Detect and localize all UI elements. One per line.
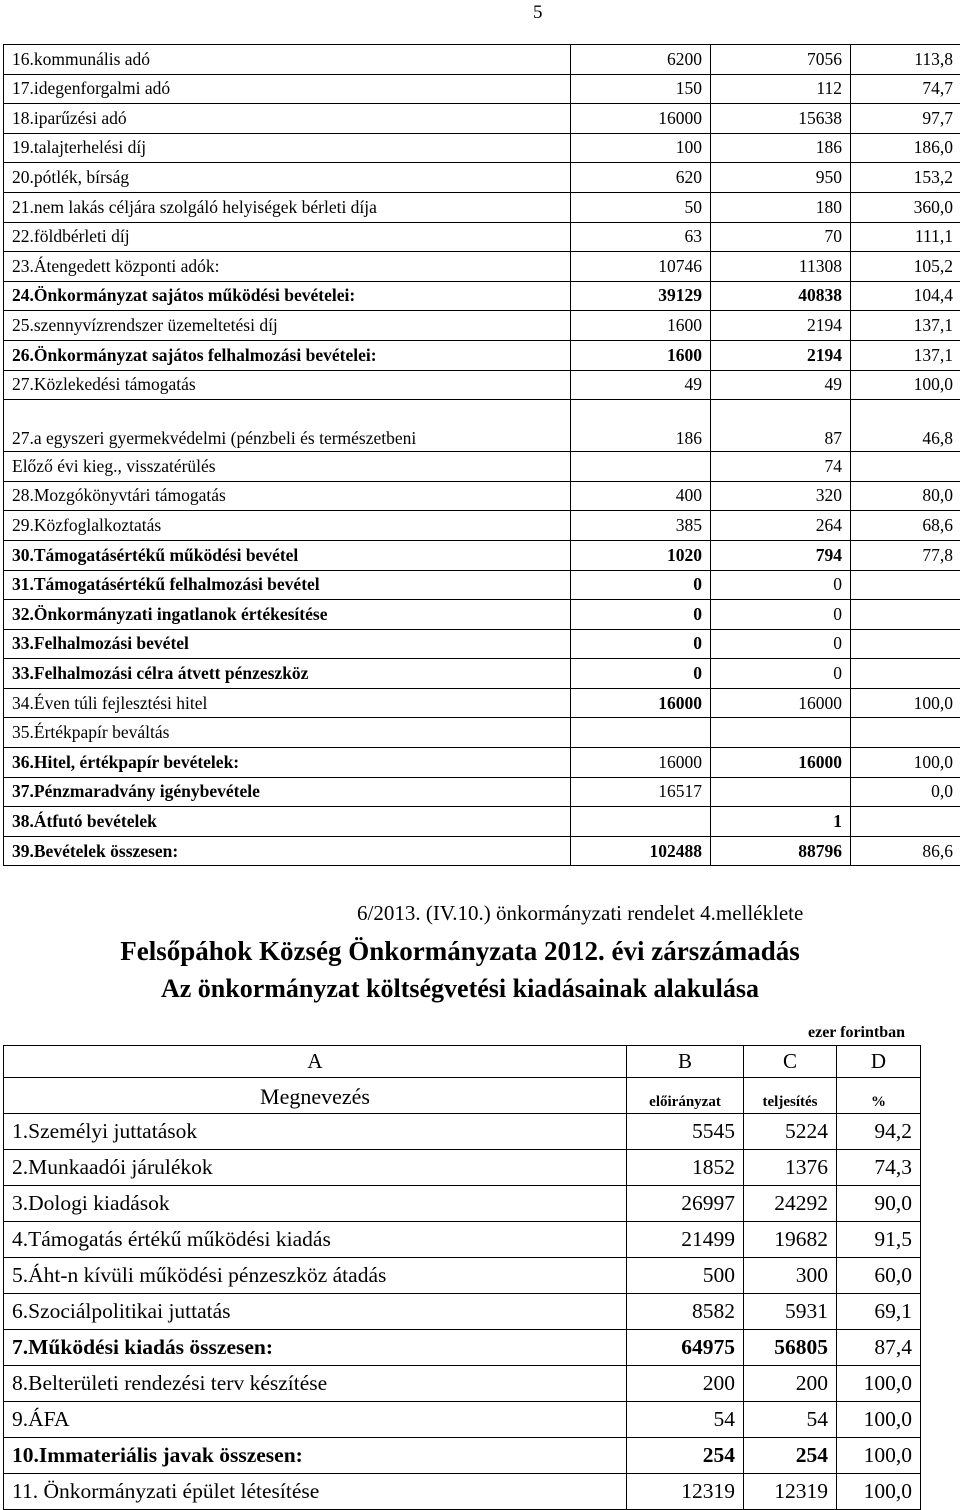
row-label: 36.Hitel, értékpapír bevételek: [4, 748, 571, 778]
table-row [4, 163, 960, 193]
planned-value: 100 [571, 133, 711, 163]
actual-value: 5931 [744, 1294, 837, 1330]
row-label: 31.Támogatásértékű felhalmozási bevétel [4, 570, 571, 600]
percent-value: 153,2 [851, 163, 960, 193]
table-row [4, 45, 960, 75]
planned-value: 0 [571, 659, 711, 689]
planned-value: 16000 [571, 748, 711, 778]
actual-value: 87 [711, 400, 851, 452]
expenditure-table [3, 1045, 921, 1510]
table-row [4, 104, 960, 134]
row-label: 3.Dologi kiadások [4, 1186, 627, 1222]
table-row [4, 222, 960, 252]
actual-value: 5224 [744, 1114, 837, 1150]
actual-value: 7056 [711, 45, 851, 75]
percent-value [851, 570, 960, 600]
row-label: 19.talajterhelési díj [4, 133, 571, 163]
row-label: 32.Önkormányzati ingatlanok értékesítése [4, 600, 571, 630]
percent-value: 186,0 [851, 133, 960, 163]
table-row [4, 192, 960, 222]
actual-value: 112 [711, 74, 851, 104]
table-row [4, 718, 960, 748]
planned-value: 50 [571, 192, 711, 222]
actual-value: 264 [711, 511, 851, 541]
table-row [4, 600, 960, 630]
table-row [4, 1186, 921, 1222]
page-title: Felsőpáhok Község Önkormányzata 2012. évi zárszámadás [0, 936, 940, 967]
planned-value: 102488 [571, 836, 711, 866]
planned-column-header: előirányzat [627, 1078, 744, 1114]
actual-value: 1 [711, 807, 851, 837]
planned-value: 400 [571, 481, 711, 511]
row-label: 38.Átfutó bevételek [4, 807, 571, 837]
percent-value: 60,0 [837, 1258, 921, 1294]
actual-value: 2194 [711, 311, 851, 341]
row-label: 22.földbérleti díj [4, 222, 571, 252]
actual-value: 0 [711, 570, 851, 600]
table-row [4, 1150, 921, 1186]
planned-value: 0 [571, 570, 711, 600]
table-row [4, 1366, 921, 1402]
percent-value: 105,2 [851, 252, 960, 282]
table-row [4, 540, 960, 570]
row-label: 4.Támogatás értékű működési kiadás [4, 1222, 627, 1258]
planned-value: 186 [571, 400, 711, 452]
table-row [4, 1258, 921, 1294]
planned-value: 39129 [571, 281, 711, 311]
row-label: 30.Támogatásértékű működési bevétel [4, 540, 571, 570]
actual-value: 16000 [711, 748, 851, 778]
percent-value: 137,1 [851, 311, 960, 341]
decree-reference: 6/2013. (IV.10.) önkormányzati rendelet 4.melléklete [357, 901, 803, 926]
percent-value [851, 629, 960, 659]
percent-value: 111,1 [851, 222, 960, 252]
row-label: 27.a egyszeri gyermekvédelmi (pénzbeli és természetbeni [4, 400, 571, 452]
planned-value: 21499 [627, 1222, 744, 1258]
row-label: 7.Működési kiadás összesen: [4, 1330, 627, 1366]
table-row [4, 481, 960, 511]
row-label: 11. Önkormányzati épület létesítése [4, 1474, 627, 1510]
actual-value: 16000 [711, 688, 851, 718]
percent-value: 68,6 [851, 511, 960, 541]
row-label: 16.kommunális adó [4, 45, 571, 75]
table-row [4, 370, 960, 400]
row-label: 25.szennyvízrendszer üzemeltetési díj [4, 311, 571, 341]
page-subtitle: Az önkormányzat költségvetési kiadásainak alakulása [0, 974, 940, 1004]
row-label: 33.Felhalmozási bevétel [4, 629, 571, 659]
percent-value: 360,0 [851, 192, 960, 222]
actual-value: 56805 [744, 1330, 837, 1366]
percent-value: 87,4 [837, 1330, 921, 1366]
table-row [4, 629, 960, 659]
actual-value: 254 [744, 1438, 837, 1474]
row-label: 34.Éven túli fejlesztési hitel [4, 688, 571, 718]
percent-value: 69,1 [837, 1294, 921, 1330]
table-row [4, 252, 960, 282]
table-row [4, 1114, 921, 1150]
actual-value: 74 [711, 452, 851, 482]
actual-value: 70 [711, 222, 851, 252]
percent-value: 137,1 [851, 340, 960, 370]
table-row [4, 807, 960, 837]
planned-value: 385 [571, 511, 711, 541]
row-label: 9.ÁFA [4, 1402, 627, 1438]
planned-value [571, 807, 711, 837]
actual-value: 12319 [744, 1474, 837, 1510]
column-b-header: B [627, 1046, 744, 1078]
actual-value: 200 [744, 1366, 837, 1402]
percent-value: 86,6 [851, 836, 960, 866]
planned-value: 500 [627, 1258, 744, 1294]
column-letter-row [4, 1046, 921, 1078]
table-row [4, 1330, 921, 1366]
row-label: 39.Bevételek összesen: [4, 836, 571, 866]
planned-value: 0 [571, 629, 711, 659]
percent-value: 100,0 [837, 1438, 921, 1474]
planned-value: 54 [627, 1402, 744, 1438]
row-label: 33.Felhalmozási célra átvett pénzeszköz [4, 659, 571, 689]
actual-value: 320 [711, 481, 851, 511]
planned-value: 16517 [571, 777, 711, 807]
column-a-header: A [4, 1046, 627, 1078]
percent-column-header: % [837, 1078, 921, 1114]
actual-value: 15638 [711, 104, 851, 134]
planned-value: 254 [627, 1438, 744, 1474]
percent-value [851, 659, 960, 689]
percent-value: 90,0 [837, 1186, 921, 1222]
planned-value: 8582 [627, 1294, 744, 1330]
table-row [4, 340, 960, 370]
percent-value: 100,0 [837, 1474, 921, 1510]
planned-value: 26997 [627, 1186, 744, 1222]
percent-value: 100,0 [837, 1402, 921, 1438]
planned-value: 1600 [571, 311, 711, 341]
table-row [4, 688, 960, 718]
table-row [4, 511, 960, 541]
actual-value: 0 [711, 629, 851, 659]
table-row [4, 1474, 921, 1510]
percent-value: 94,2 [837, 1114, 921, 1150]
column-c-header: C [744, 1046, 837, 1078]
planned-value: 150 [571, 74, 711, 104]
name-column-header: Megnevezés [4, 1078, 627, 1114]
percent-value: 104,4 [851, 281, 960, 311]
table-row [4, 281, 960, 311]
percent-value: 74,3 [837, 1150, 921, 1186]
actual-column-header: teljesítés [744, 1078, 837, 1114]
table-row [4, 400, 960, 452]
table-row [4, 452, 960, 482]
table-row [4, 748, 960, 778]
actual-value: 2194 [711, 340, 851, 370]
actual-value: 0 [711, 659, 851, 689]
actual-value: 88796 [711, 836, 851, 866]
planned-value: 64975 [627, 1330, 744, 1366]
row-label: 21.nem lakás céljára szolgáló helyiségek bérleti díja [4, 192, 571, 222]
planned-value: 1020 [571, 540, 711, 570]
percent-value: 80,0 [851, 481, 960, 511]
table-row [4, 133, 960, 163]
planned-value: 12319 [627, 1474, 744, 1510]
table-row [4, 311, 960, 341]
actual-value: 300 [744, 1258, 837, 1294]
row-label: 6.Szociálpolitikai juttatás [4, 1294, 627, 1330]
row-label: 1.Személyi juttatások [4, 1114, 627, 1150]
percent-value [851, 807, 960, 837]
planned-value: 1600 [571, 340, 711, 370]
actual-value: 40838 [711, 281, 851, 311]
percent-value [851, 452, 960, 482]
actual-value: 0 [711, 600, 851, 630]
table-row [4, 1438, 921, 1474]
row-label: 26.Önkormányzat sajátos felhalmozási bevételei: [4, 340, 571, 370]
unit-label: ezer forintban [808, 1024, 905, 1042]
row-label: 17.idegenforgalmi adó [4, 74, 571, 104]
percent-value: 113,8 [851, 45, 960, 75]
revenue-table [3, 44, 960, 866]
column-name-row [4, 1078, 921, 1114]
actual-value: 950 [711, 163, 851, 193]
percent-value: 77,8 [851, 540, 960, 570]
planned-value: 1852 [627, 1150, 744, 1186]
row-label: 28.Mozgókönyvtári támogatás [4, 481, 571, 511]
percent-value [851, 718, 960, 748]
planned-value: 10746 [571, 252, 711, 282]
table-row [4, 1402, 921, 1438]
table-row [4, 570, 960, 600]
table-row [4, 1222, 921, 1258]
actual-value: 19682 [744, 1222, 837, 1258]
table-row [4, 659, 960, 689]
planned-value [571, 452, 711, 482]
planned-value [571, 718, 711, 748]
percent-value: 97,7 [851, 104, 960, 134]
percent-value: 0,0 [851, 777, 960, 807]
row-label: 27.Közlekedési támogatás [4, 370, 571, 400]
row-label: 8.Belterületi rendezési terv készítése [4, 1366, 627, 1402]
column-d-header: D [837, 1046, 921, 1078]
row-label: 35.Értékpapír beváltás [4, 718, 571, 748]
row-label: 23.Átengedett központi adók: [4, 252, 571, 282]
percent-value: 100,0 [837, 1366, 921, 1402]
actual-value: 11308 [711, 252, 851, 282]
planned-value: 49 [571, 370, 711, 400]
actual-value: 1376 [744, 1150, 837, 1186]
row-label: 29.Közfoglalkoztatás [4, 511, 571, 541]
planned-value: 63 [571, 222, 711, 252]
actual-value: 186 [711, 133, 851, 163]
percent-value [851, 600, 960, 630]
table-row [4, 74, 960, 104]
planned-value: 6200 [571, 45, 711, 75]
actual-value: 24292 [744, 1186, 837, 1222]
table-row [4, 1294, 921, 1330]
planned-value: 5545 [627, 1114, 744, 1150]
actual-value: 180 [711, 192, 851, 222]
percent-value: 100,0 [851, 748, 960, 778]
actual-value [711, 718, 851, 748]
table-row [4, 777, 960, 807]
actual-value: 49 [711, 370, 851, 400]
row-label: 18.iparűzési adó [4, 104, 571, 134]
percent-value: 100,0 [851, 688, 960, 718]
row-label: 37.Pénzmaradvány igénybevétele [4, 777, 571, 807]
planned-value: 200 [627, 1366, 744, 1402]
planned-value: 16000 [571, 688, 711, 718]
row-label: 10.Immateriális javak összesen: [4, 1438, 627, 1474]
percent-value: 100,0 [851, 370, 960, 400]
planned-value: 620 [571, 163, 711, 193]
row-label: 2.Munkaadói járulékok [4, 1150, 627, 1186]
percent-value: 46,8 [851, 400, 960, 452]
planned-value: 0 [571, 600, 711, 630]
percent-value: 91,5 [837, 1222, 921, 1258]
actual-value: 54 [744, 1402, 837, 1438]
row-label: 5.Áht-n kívüli működési pénzeszköz átadás [4, 1258, 627, 1294]
actual-value [711, 777, 851, 807]
table-row [4, 836, 960, 866]
page-number: 5 [533, 2, 543, 24]
row-label: 24.Önkormányzat sajátos működési bevételei: [4, 281, 571, 311]
planned-value: 16000 [571, 104, 711, 134]
actual-value: 794 [711, 540, 851, 570]
row-label: 20.pótlék, bírság [4, 163, 571, 193]
percent-value: 74,7 [851, 74, 960, 104]
row-label: Előző évi kieg., visszatérülés [4, 452, 571, 482]
